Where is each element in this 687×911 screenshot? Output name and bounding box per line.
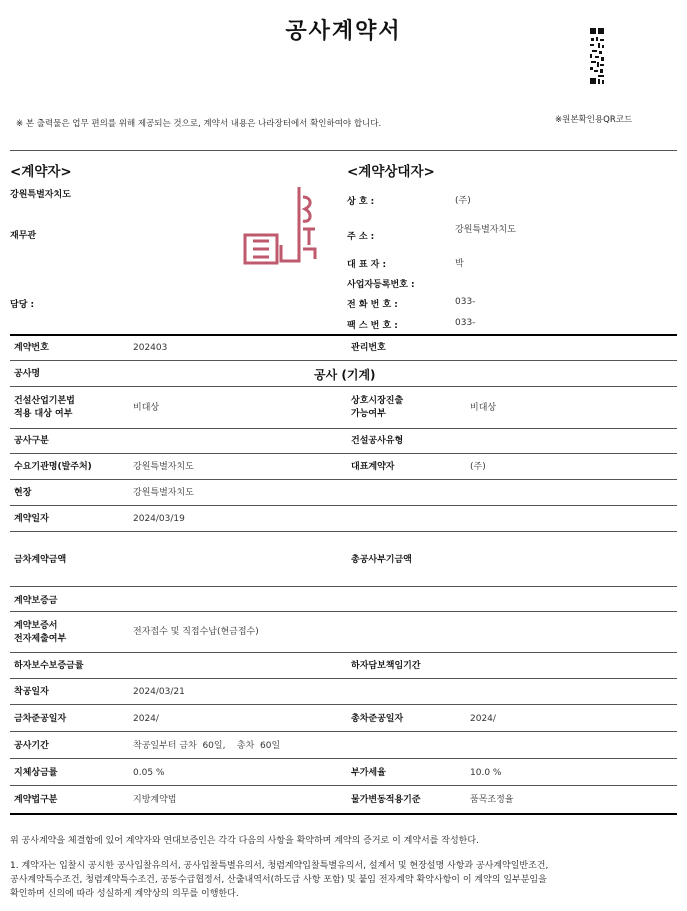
- mutual-market-value: 비대상: [470, 403, 497, 413]
- table-divider: [10, 731, 677, 732]
- counterparty-value: 강원특별자치도: [455, 225, 516, 235]
- project-name-value: 공사 (기계): [314, 368, 376, 382]
- current-end-label: 금차준공일자: [14, 714, 67, 724]
- table-divider: [10, 785, 677, 786]
- counterparty-label: 상 호 :: [347, 197, 375, 207]
- start-date-value: 2024/03/21: [133, 687, 185, 697]
- work-type-label: 공사구분: [14, 436, 49, 446]
- late-rate-label: 지체상금률: [14, 768, 58, 778]
- method-label: 계약법구분: [14, 795, 58, 805]
- basic-law-value: 비대상: [133, 403, 160, 413]
- vat-value: 10.0 %: [470, 768, 502, 778]
- footer-paragraph: 확인하며 신의에 따라 성실하게 계약상의 의무를 이행한다.: [10, 889, 239, 899]
- client-label: 수요기관명(발주처): [14, 462, 92, 472]
- price-change-label: 물가변동적용기준: [351, 795, 421, 805]
- basic-law-label: 건설산업기본법: [14, 396, 75, 406]
- current-amount-label: 금차계약금액: [14, 555, 67, 565]
- contract-no-value: 202403: [133, 343, 168, 353]
- table-divider: [10, 386, 677, 387]
- counterparty-label: 팩 스 번 호 :: [347, 321, 398, 331]
- contract-no-label: 계약번호: [14, 343, 49, 353]
- counterparty-label: 사업자등록번호 :: [347, 280, 415, 290]
- contractor-staff-label: 담당 :: [10, 300, 35, 310]
- counterparty-label: 대 표 자 :: [347, 260, 387, 270]
- footer-paragraph: 위 공사계약을 체결함에 있어 계약자와 연대보증인은 각각 다음의 사항을 확약하며 계약의 증거로 이 계약서를 작성한다.: [10, 836, 479, 846]
- table-divider: [10, 586, 677, 587]
- table-divider: [10, 479, 677, 480]
- client-value: 강원특별자치도: [133, 462, 194, 472]
- project-name-label: 공사명: [14, 369, 41, 379]
- footer-paragraph: 1. 계약자는 입찰시 공시한 공사입찰유의서, 공사입찰특별유의서, 청렴계약입찰특별유의서, 설계서 및 현장설명 사항과 공사계약일반조건,: [10, 861, 549, 871]
- guarantee-doc-label: 계약보증서: [14, 621, 58, 631]
- official-seal-icon: [241, 183, 319, 267]
- contractor-org: 강원특별자치도: [10, 190, 71, 200]
- mutual-market-label: 가능여부: [351, 409, 386, 419]
- guarantee-doc-label: 전자제출여부: [14, 634, 67, 644]
- counterparty-value: 033-: [455, 318, 476, 328]
- table-divider: [10, 652, 677, 653]
- footer-paragraph: 공사계약특수조건, 청렴계약특수조건, 공동수급협정서, 산출내역서(하도급 사항 포함) 및 붙임 전자계약 확약사항이 이 계약의 일부분임을: [10, 875, 547, 885]
- price-change-value: 품목조정율: [470, 795, 514, 805]
- counterparty-value: 033-: [455, 297, 476, 307]
- site-value: 강원특별자치도: [133, 488, 194, 498]
- method-value: 지방계약법: [133, 795, 177, 805]
- basic-law-label: 적용 대상 여부: [14, 409, 73, 419]
- duration-value: 착공일부터 금차 60일, 총차 60일: [133, 741, 281, 751]
- mutual-market-label: 상호시장진출: [351, 396, 404, 406]
- qr-label: ※원본확인용QR코드: [555, 115, 633, 125]
- mgmt-no-label: 관리번호: [351, 343, 386, 353]
- contract-date-label: 계약일자: [14, 514, 49, 524]
- contractor-role: 재무관: [10, 231, 37, 241]
- table-bottom-border: [10, 813, 677, 815]
- table-divider: [10, 505, 677, 506]
- table-divider: [10, 360, 677, 361]
- divider: [10, 150, 677, 151]
- document-title: 공사계약서: [285, 19, 402, 44]
- total-end-label: 총차준공일자: [351, 714, 404, 724]
- construction-type-label: 건설공사유형: [351, 436, 404, 446]
- counterparty-value: (주): [455, 196, 471, 206]
- duration-label: 공사기간: [14, 741, 49, 751]
- contract-date-value: 2024/03/19: [133, 514, 185, 524]
- counterparty-label: 전 화 번 호 :: [347, 300, 398, 310]
- notice-text: ※ 본 출력물은 업무 편의를 위해 제공되는 것으로, 계약서 내용은 나라장터에서 확인하여야 합니다.: [16, 119, 382, 129]
- late-rate-value: 0.05 %: [133, 768, 165, 778]
- counterparty-label: 주 소 :: [347, 232, 375, 242]
- defect-period-label: 하자담보책임기간: [351, 661, 421, 671]
- table-divider: [10, 428, 677, 429]
- table-divider: [10, 704, 677, 705]
- table-divider: [10, 531, 677, 532]
- contractor-heading: <계약자>: [10, 164, 72, 180]
- total-amount-label: 총공사부기금액: [351, 555, 412, 565]
- total-end-value: 2024/: [470, 714, 496, 724]
- rep-contractor-label: 대표계약자: [351, 462, 395, 472]
- counterparty-heading: <계약상대자>: [347, 164, 435, 180]
- table-top-border: [10, 334, 677, 336]
- qr-code-icon: [589, 26, 605, 86]
- current-end-value: 2024/: [133, 714, 159, 724]
- table-divider: [10, 758, 677, 759]
- counterparty-value: 박: [455, 259, 464, 269]
- defect-rate-label: 하자보수보증금률: [14, 661, 84, 671]
- start-date-label: 착공일자: [14, 687, 49, 697]
- table-divider: [10, 678, 677, 679]
- guarantee-doc-value: 전자접수 및 직접수납(현금접수): [133, 627, 259, 637]
- table-divider: [10, 453, 677, 454]
- vat-label: 부가세율: [351, 768, 386, 778]
- guarantee-label: 계약보증금: [14, 596, 58, 606]
- rep-contractor-value: (주): [470, 462, 486, 472]
- site-label: 현장: [14, 488, 32, 498]
- table-divider: [10, 611, 677, 612]
